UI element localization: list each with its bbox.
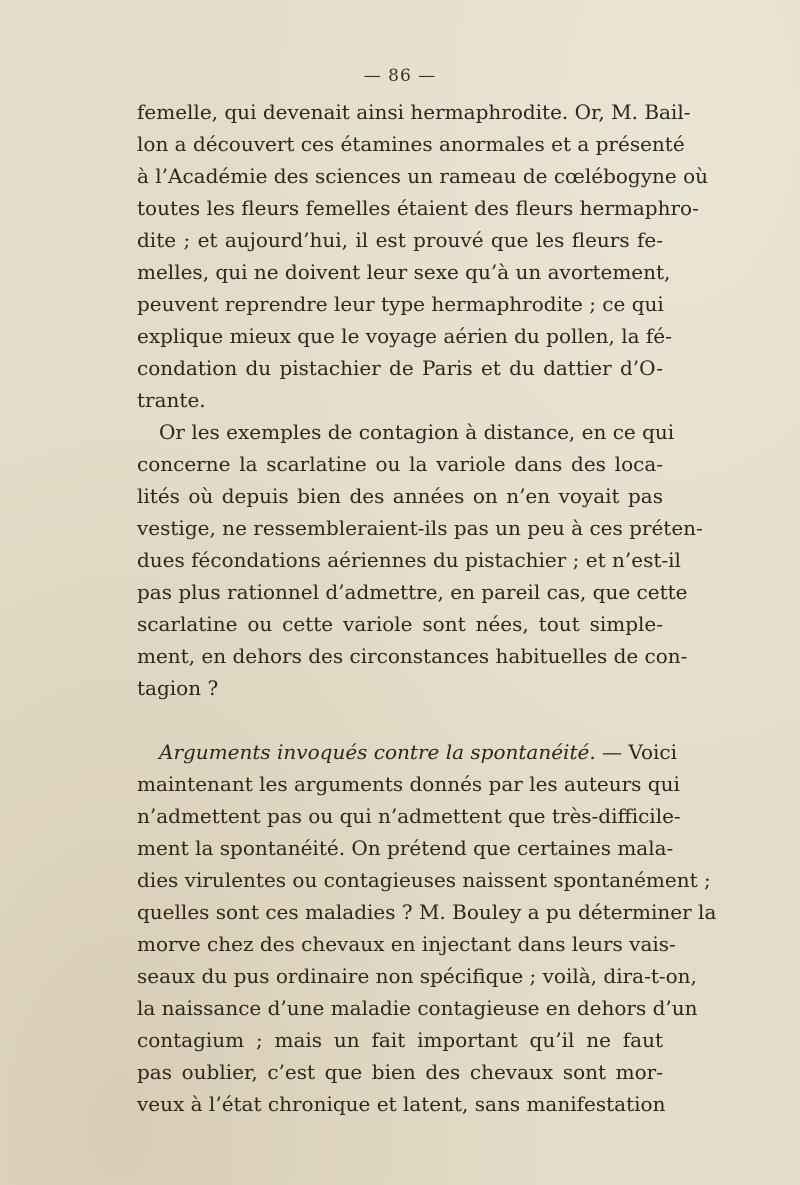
text-line: lon a découvert ces étamines anormales et a présenté [137, 132, 685, 156]
text-line: veux à l’état chronique et latent, sans manifestation [137, 1092, 666, 1116]
text-line: dite ; et aujourd’hui, il est prouvé que les fleurs fe- [137, 228, 663, 252]
text-line: trante. [137, 388, 206, 412]
body-text [137, 96, 717, 1120]
text-line: dies virulentes ou contagieuses naissent spontanément ; [137, 868, 711, 892]
text-line: pas plus rationnel d’admettre, en pareil cas, que cette [137, 580, 688, 604]
text-line: maintenant les arguments donnés par les auteurs qui [137, 772, 680, 796]
text-line: la naissance d’une maladie contagieuse en dehors d’un [137, 996, 698, 1020]
text-line: ment la spontanéité. On prétend que certaines mala- [137, 836, 674, 860]
text-line: à l’Académie des sciences un rameau de cœlébogyne où [137, 164, 709, 188]
text-line: toutes les fleurs femelles étaient des fleurs hermaphro- [137, 196, 699, 220]
text-line: explique mieux que le voyage aérien du pollen, la fé- [137, 324, 672, 348]
text-line: scarlatine ou cette variole sont nées, tout simple- [137, 612, 663, 636]
text-line: seaux du pus ordinaire non spécifique ; voilà, dira-t-on, [137, 964, 697, 988]
text-line: concerne la scarlatine ou la variole dans des loca- [137, 452, 663, 476]
section-heading: Arguments invoqués contre la spontanéité. [159, 740, 596, 764]
page-number: — 86 — [363, 66, 437, 86]
text-line: n’admettent pas ou qui n’admettent que très-difficile- [137, 804, 681, 828]
text-line: pas oublier, c’est que bien des chevaux sont mor- [137, 1060, 663, 1084]
text-line: quelles sont ces maladies ? M. Bouley a pu déterminer la [137, 900, 717, 924]
text-line: vestige, ne ressembleraient-ils pas un peu à ces préten- [137, 516, 703, 540]
text-line: contagium ; mais un fait important qu’il ne faut [137, 1028, 663, 1052]
text-line: ment, en dehors des circonstances habituelles de con- [137, 644, 688, 668]
text-line: Or les exemples de contagion à distance, en ce qui [159, 420, 675, 444]
text-line: condation du pistachier de Paris et du dattier d’O- [137, 356, 663, 380]
text-line: dues fécondations aériennes du pistachier ; et n’est-il [137, 548, 681, 572]
text-line: morve chez des chevaux en injectant dans leurs vais- [137, 932, 676, 956]
heading-continuation: — Voici [595, 740, 678, 764]
paragraph-gap [137, 704, 663, 736]
text-line: melles, qui ne doivent leur sexe qu’à un avortement, [137, 260, 671, 284]
section-heading-line [137, 736, 678, 768]
text-line: femelle, qui devenait ainsi hermaphrodite. Or, M. Bail- [137, 100, 691, 124]
text-line: peuvent reprendre leur type hermaphrodite ; ce qui [137, 292, 664, 316]
text-line: tagion ? [137, 676, 219, 700]
text-line: lités où depuis bien des années on n’en voyait pas [137, 484, 663, 508]
